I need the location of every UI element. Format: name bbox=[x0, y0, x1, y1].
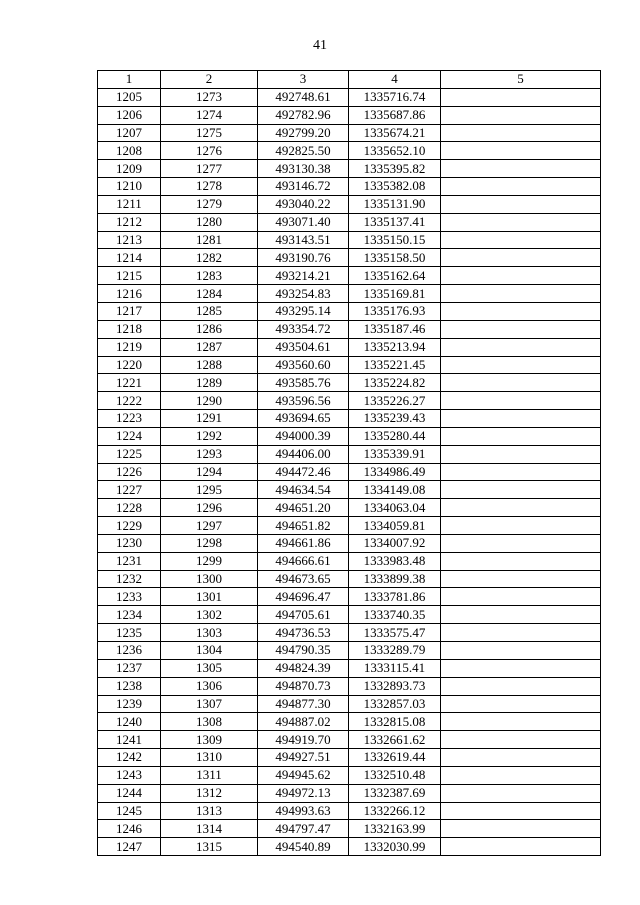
table-cell-col-4: 1332030.99 bbox=[349, 838, 441, 856]
table-cell-col-5 bbox=[441, 410, 601, 428]
table-cell-col-5 bbox=[441, 570, 601, 588]
table-cell-col-3: 492782.96 bbox=[258, 106, 349, 124]
table-cell-col-2: 1310 bbox=[161, 749, 258, 767]
table-cell-col-5 bbox=[441, 642, 601, 660]
table-cell-col-4: 1334986.49 bbox=[349, 463, 441, 481]
table-cell-col-1: 1205 bbox=[98, 88, 161, 106]
table-cell-col-1: 1212 bbox=[98, 213, 161, 231]
table-cell-col-3: 494673.65 bbox=[258, 570, 349, 588]
table-cell-col-3: 493214.21 bbox=[258, 267, 349, 285]
table-cell-col-3: 494666.61 bbox=[258, 552, 349, 570]
table-row bbox=[98, 517, 601, 535]
table-cell-col-1: 1211 bbox=[98, 195, 161, 213]
table-row bbox=[98, 624, 601, 642]
table-row bbox=[98, 481, 601, 499]
table-cell-col-1: 1230 bbox=[98, 534, 161, 552]
table-cell-col-2: 1292 bbox=[161, 427, 258, 445]
table-cell-col-3: 494945.62 bbox=[258, 766, 349, 784]
table-cell-col-1: 1233 bbox=[98, 588, 161, 606]
table-row bbox=[98, 302, 601, 320]
table-cell-col-3: 492825.50 bbox=[258, 142, 349, 160]
table-cell-col-2: 1295 bbox=[161, 481, 258, 499]
table-cell-col-3: 494705.61 bbox=[258, 606, 349, 624]
table-cell-col-3: 494797.47 bbox=[258, 820, 349, 838]
table-cell-col-2: 1287 bbox=[161, 338, 258, 356]
table-cell-col-2: 1299 bbox=[161, 552, 258, 570]
table-cell-col-3: 494824.39 bbox=[258, 659, 349, 677]
table-cell-col-4: 1335687.86 bbox=[349, 106, 441, 124]
table-cell-col-5 bbox=[441, 802, 601, 820]
table-cell-col-1: 1232 bbox=[98, 570, 161, 588]
coordinates-table bbox=[97, 70, 601, 856]
table-row bbox=[98, 820, 601, 838]
table-cell-col-5 bbox=[441, 463, 601, 481]
table-cell-col-4: 1335213.94 bbox=[349, 338, 441, 356]
table-row bbox=[98, 249, 601, 267]
table-cell-col-2: 1314 bbox=[161, 820, 258, 838]
table-cell-col-5 bbox=[441, 820, 601, 838]
table-cell-col-2: 1277 bbox=[161, 160, 258, 178]
table-cell-col-1: 1236 bbox=[98, 642, 161, 660]
table-cell-col-5 bbox=[441, 338, 601, 356]
table-row bbox=[98, 410, 601, 428]
table-cell-col-3: 494993.63 bbox=[258, 802, 349, 820]
table-cell-col-3: 494651.20 bbox=[258, 499, 349, 517]
table-cell-col-3: 494661.86 bbox=[258, 534, 349, 552]
table-cell-col-5 bbox=[441, 784, 601, 802]
table-cell-col-3: 493354.72 bbox=[258, 320, 349, 338]
table-cell-col-4: 1335150.15 bbox=[349, 231, 441, 249]
table-row bbox=[98, 427, 601, 445]
table-row bbox=[98, 285, 601, 303]
table-cell-col-1: 1208 bbox=[98, 142, 161, 160]
table-cell-col-2: 1291 bbox=[161, 410, 258, 428]
column-header-3: 3 bbox=[258, 71, 349, 89]
table-cell-col-4: 1333899.38 bbox=[349, 570, 441, 588]
table-cell-col-3: 493254.83 bbox=[258, 285, 349, 303]
table-cell-col-4: 1332661.62 bbox=[349, 731, 441, 749]
column-header-5: 5 bbox=[441, 71, 601, 89]
table-cell-col-2: 1284 bbox=[161, 285, 258, 303]
table-cell-col-1: 1243 bbox=[98, 766, 161, 784]
table-cell-col-1: 1206 bbox=[98, 106, 161, 124]
table-cell-col-1: 1217 bbox=[98, 302, 161, 320]
table-cell-col-4: 1333289.79 bbox=[349, 642, 441, 660]
table-row bbox=[98, 267, 601, 285]
table-cell-col-3: 493295.14 bbox=[258, 302, 349, 320]
table-cell-col-3: 494540.89 bbox=[258, 838, 349, 856]
table-cell-col-3: 494406.00 bbox=[258, 445, 349, 463]
table-cell-col-4: 1335339.91 bbox=[349, 445, 441, 463]
table-cell-col-2: 1298 bbox=[161, 534, 258, 552]
table-row bbox=[98, 374, 601, 392]
table-cell-col-4: 1334063.04 bbox=[349, 499, 441, 517]
table-cell-col-2: 1311 bbox=[161, 766, 258, 784]
table-row bbox=[98, 356, 601, 374]
table-row bbox=[98, 659, 601, 677]
column-header-2: 2 bbox=[161, 71, 258, 89]
table-row bbox=[98, 142, 601, 160]
table-cell-col-1: 1220 bbox=[98, 356, 161, 374]
table-cell-col-2: 1303 bbox=[161, 624, 258, 642]
table-cell-col-4: 1335162.64 bbox=[349, 267, 441, 285]
table-cell-col-4: 1335652.10 bbox=[349, 142, 441, 160]
table-cell-col-4: 1335131.90 bbox=[349, 195, 441, 213]
table-cell-col-4: 1333983.48 bbox=[349, 552, 441, 570]
table-row bbox=[98, 731, 601, 749]
table-row bbox=[98, 766, 601, 784]
table-cell-col-3: 493560.60 bbox=[258, 356, 349, 374]
table-row bbox=[98, 195, 601, 213]
table-cell-col-3: 493190.76 bbox=[258, 249, 349, 267]
table-cell-col-1: 1240 bbox=[98, 713, 161, 731]
table-cell-col-2: 1308 bbox=[161, 713, 258, 731]
table-cell-col-4: 1335716.74 bbox=[349, 88, 441, 106]
table-cell-col-1: 1207 bbox=[98, 124, 161, 142]
table-cell-col-1: 1209 bbox=[98, 160, 161, 178]
table-row bbox=[98, 802, 601, 820]
table-row bbox=[98, 445, 601, 463]
table-cell-col-5 bbox=[441, 838, 601, 856]
table-cell-col-1: 1218 bbox=[98, 320, 161, 338]
table-cell-col-1: 1246 bbox=[98, 820, 161, 838]
table-cell-col-4: 1332619.44 bbox=[349, 749, 441, 767]
table-row bbox=[98, 784, 601, 802]
table-cell-col-1: 1215 bbox=[98, 267, 161, 285]
table-cell-col-4: 1335224.82 bbox=[349, 374, 441, 392]
table-cell-col-5 bbox=[441, 534, 601, 552]
table-cell-col-1: 1241 bbox=[98, 731, 161, 749]
table-cell-col-1: 1224 bbox=[98, 427, 161, 445]
table-cell-col-4: 1335169.81 bbox=[349, 285, 441, 303]
table-row bbox=[98, 606, 601, 624]
table-cell-col-1: 1245 bbox=[98, 802, 161, 820]
table-cell-col-3: 492799.20 bbox=[258, 124, 349, 142]
table-cell-col-4: 1335176.93 bbox=[349, 302, 441, 320]
table-cell-col-2: 1296 bbox=[161, 499, 258, 517]
table-cell-col-1: 1227 bbox=[98, 481, 161, 499]
table-cell-col-2: 1273 bbox=[161, 88, 258, 106]
table-cell-col-2: 1274 bbox=[161, 106, 258, 124]
table-cell-col-5 bbox=[441, 517, 601, 535]
table-cell-col-1: 1210 bbox=[98, 178, 161, 196]
table-cell-col-3: 494877.30 bbox=[258, 695, 349, 713]
table-cell-col-5 bbox=[441, 267, 601, 285]
table-cell-col-4: 1335137.41 bbox=[349, 213, 441, 231]
table-cell-col-3: 494972.13 bbox=[258, 784, 349, 802]
header-row bbox=[98, 71, 601, 89]
table-cell-col-4: 1332266.12 bbox=[349, 802, 441, 820]
table-cell-col-2: 1283 bbox=[161, 267, 258, 285]
table-cell-col-4: 1335187.46 bbox=[349, 320, 441, 338]
table-cell-col-4: 1332163.99 bbox=[349, 820, 441, 838]
table-cell-col-1: 1242 bbox=[98, 749, 161, 767]
table-cell-col-5 bbox=[441, 302, 601, 320]
table-cell-col-4: 1334149.08 bbox=[349, 481, 441, 499]
table-cell-col-2: 1294 bbox=[161, 463, 258, 481]
table-cell-col-4: 1335382.08 bbox=[349, 178, 441, 196]
table-cell-col-2: 1290 bbox=[161, 392, 258, 410]
table-row bbox=[98, 749, 601, 767]
table-cell-col-1: 1229 bbox=[98, 517, 161, 535]
table-cell-col-3: 493146.72 bbox=[258, 178, 349, 196]
table-row bbox=[98, 695, 601, 713]
table-cell-col-3: 494927.51 bbox=[258, 749, 349, 767]
table-row bbox=[98, 88, 601, 106]
table-row bbox=[98, 320, 601, 338]
table-cell-col-5 bbox=[441, 588, 601, 606]
table-cell-col-1: 1234 bbox=[98, 606, 161, 624]
table-cell-col-5 bbox=[441, 552, 601, 570]
table-cell-col-5 bbox=[441, 231, 601, 249]
table-cell-col-2: 1312 bbox=[161, 784, 258, 802]
table-cell-col-2: 1307 bbox=[161, 695, 258, 713]
table-cell-col-2: 1302 bbox=[161, 606, 258, 624]
table-cell-col-3: 494000.39 bbox=[258, 427, 349, 445]
table-cell-col-2: 1275 bbox=[161, 124, 258, 142]
table-cell-col-4: 1332893.73 bbox=[349, 677, 441, 695]
table-cell-col-5 bbox=[441, 374, 601, 392]
table-cell-col-4: 1335226.27 bbox=[349, 392, 441, 410]
table-cell-col-5 bbox=[441, 356, 601, 374]
table-cell-col-3: 493071.40 bbox=[258, 213, 349, 231]
table-cell-col-1: 1239 bbox=[98, 695, 161, 713]
table-row bbox=[98, 642, 601, 660]
table-row bbox=[98, 570, 601, 588]
table-cell-col-4: 1335158.50 bbox=[349, 249, 441, 267]
table-cell-col-1: 1221 bbox=[98, 374, 161, 392]
table-row bbox=[98, 160, 601, 178]
table-cell-col-3: 493694.65 bbox=[258, 410, 349, 428]
table-cell-col-3: 494790.35 bbox=[258, 642, 349, 660]
table-cell-col-2: 1315 bbox=[161, 838, 258, 856]
table-cell-col-2: 1280 bbox=[161, 213, 258, 231]
table-cell-col-2: 1301 bbox=[161, 588, 258, 606]
table-cell-col-2: 1279 bbox=[161, 195, 258, 213]
table-cell-col-4: 1333115.41 bbox=[349, 659, 441, 677]
table-cell-col-5 bbox=[441, 249, 601, 267]
table-cell-col-4: 1335674.21 bbox=[349, 124, 441, 142]
table-row bbox=[98, 588, 601, 606]
table-cell-col-3: 493504.61 bbox=[258, 338, 349, 356]
table-cell-col-3: 494887.02 bbox=[258, 713, 349, 731]
table-cell-col-5 bbox=[441, 392, 601, 410]
table-cell-col-3: 494736.53 bbox=[258, 624, 349, 642]
table-cell-col-4: 1332857.03 bbox=[349, 695, 441, 713]
table-cell-col-5 bbox=[441, 677, 601, 695]
table-cell-col-5 bbox=[441, 320, 601, 338]
table-cell-col-3: 494696.47 bbox=[258, 588, 349, 606]
table-cell-col-3: 494472.46 bbox=[258, 463, 349, 481]
table-cell-col-4: 1334007.92 bbox=[349, 534, 441, 552]
table-cell-col-4: 1335239.43 bbox=[349, 410, 441, 428]
table-cell-col-5 bbox=[441, 731, 601, 749]
table-row bbox=[98, 713, 601, 731]
table-cell-col-2: 1282 bbox=[161, 249, 258, 267]
table-cell-col-5 bbox=[441, 624, 601, 642]
table-cell-col-4: 1333781.86 bbox=[349, 588, 441, 606]
table-cell-col-4: 1334059.81 bbox=[349, 517, 441, 535]
table-cell-col-1: 1244 bbox=[98, 784, 161, 802]
table-cell-col-2: 1285 bbox=[161, 302, 258, 320]
table-cell-col-3: 493130.38 bbox=[258, 160, 349, 178]
table-cell-col-1: 1223 bbox=[98, 410, 161, 428]
table-cell-col-1: 1222 bbox=[98, 392, 161, 410]
table-cell-col-4: 1333740.35 bbox=[349, 606, 441, 624]
table-cell-col-5 bbox=[441, 178, 601, 196]
table-cell-col-5 bbox=[441, 713, 601, 731]
table-cell-col-2: 1281 bbox=[161, 231, 258, 249]
table-row bbox=[98, 231, 601, 249]
table-cell-col-1: 1228 bbox=[98, 499, 161, 517]
table-cell-col-5 bbox=[441, 445, 601, 463]
table-cell-col-2: 1276 bbox=[161, 142, 258, 160]
table-cell-col-1: 1235 bbox=[98, 624, 161, 642]
table-row bbox=[98, 838, 601, 856]
table-cell-col-5 bbox=[441, 213, 601, 231]
table-row bbox=[98, 392, 601, 410]
table-cell-col-4: 1335280.44 bbox=[349, 427, 441, 445]
table-cell-col-5 bbox=[441, 195, 601, 213]
table-cell-col-1: 1214 bbox=[98, 249, 161, 267]
table-cell-col-3: 493596.56 bbox=[258, 392, 349, 410]
table-row bbox=[98, 463, 601, 481]
table-cell-col-5 bbox=[441, 481, 601, 499]
table-cell-col-5 bbox=[441, 606, 601, 624]
table-cell-col-5 bbox=[441, 499, 601, 517]
table-cell-col-3: 493040.22 bbox=[258, 195, 349, 213]
table-header bbox=[98, 71, 601, 89]
table-row bbox=[98, 178, 601, 196]
table-row bbox=[98, 499, 601, 517]
table-cell-col-5 bbox=[441, 427, 601, 445]
page-number: 41 bbox=[313, 38, 327, 53]
table-cell-col-4: 1332815.08 bbox=[349, 713, 441, 731]
table-body bbox=[98, 88, 601, 855]
table-cell-col-2: 1293 bbox=[161, 445, 258, 463]
table-cell-col-5 bbox=[441, 160, 601, 178]
table-cell-col-4: 1335221.45 bbox=[349, 356, 441, 374]
table-row bbox=[98, 677, 601, 695]
table-cell-col-1: 1226 bbox=[98, 463, 161, 481]
table-cell-col-1: 1219 bbox=[98, 338, 161, 356]
table-cell-col-1: 1231 bbox=[98, 552, 161, 570]
table-cell-col-3: 493143.51 bbox=[258, 231, 349, 249]
table-cell-col-2: 1313 bbox=[161, 802, 258, 820]
table-cell-col-2: 1297 bbox=[161, 517, 258, 535]
table-cell-col-5 bbox=[441, 695, 601, 713]
table-cell-col-3: 494634.54 bbox=[258, 481, 349, 499]
table-cell-col-3: 494651.82 bbox=[258, 517, 349, 535]
table-cell-col-5 bbox=[441, 659, 601, 677]
table-cell-col-5 bbox=[441, 766, 601, 784]
table-cell-col-4: 1332387.69 bbox=[349, 784, 441, 802]
table-row bbox=[98, 534, 601, 552]
table-cell-col-2: 1304 bbox=[161, 642, 258, 660]
column-header-4: 4 bbox=[349, 71, 441, 89]
table-cell-col-3: 494870.73 bbox=[258, 677, 349, 695]
table-cell-col-2: 1278 bbox=[161, 178, 258, 196]
column-header-1: 1 bbox=[98, 71, 161, 89]
table-cell-col-1: 1247 bbox=[98, 838, 161, 856]
table-cell-col-3: 492748.61 bbox=[258, 88, 349, 106]
table-cell-col-1: 1225 bbox=[98, 445, 161, 463]
table-cell-col-5 bbox=[441, 124, 601, 142]
table-row bbox=[98, 106, 601, 124]
table-cell-col-2: 1286 bbox=[161, 320, 258, 338]
table-cell-col-5 bbox=[441, 285, 601, 303]
table-cell-col-1: 1216 bbox=[98, 285, 161, 303]
table-cell-col-5 bbox=[441, 88, 601, 106]
table-cell-col-2: 1306 bbox=[161, 677, 258, 695]
table-row bbox=[98, 213, 601, 231]
table-row bbox=[98, 552, 601, 570]
table-cell-col-2: 1300 bbox=[161, 570, 258, 588]
table-cell-col-2: 1309 bbox=[161, 731, 258, 749]
table-row bbox=[98, 124, 601, 142]
table-cell-col-1: 1238 bbox=[98, 677, 161, 695]
table-cell-col-2: 1288 bbox=[161, 356, 258, 374]
table-cell-col-4: 1332510.48 bbox=[349, 766, 441, 784]
table-cell-col-5 bbox=[441, 106, 601, 124]
table-cell-col-4: 1333575.47 bbox=[349, 624, 441, 642]
table-cell-col-3: 494919.70 bbox=[258, 731, 349, 749]
table-cell-col-3: 493585.76 bbox=[258, 374, 349, 392]
table-cell-col-2: 1289 bbox=[161, 374, 258, 392]
table-cell-col-5 bbox=[441, 142, 601, 160]
table-cell-col-1: 1213 bbox=[98, 231, 161, 249]
table-row bbox=[98, 338, 601, 356]
table-cell-col-5 bbox=[441, 749, 601, 767]
table-cell-col-4: 1335395.82 bbox=[349, 160, 441, 178]
table-cell-col-1: 1237 bbox=[98, 659, 161, 677]
table-cell-col-2: 1305 bbox=[161, 659, 258, 677]
